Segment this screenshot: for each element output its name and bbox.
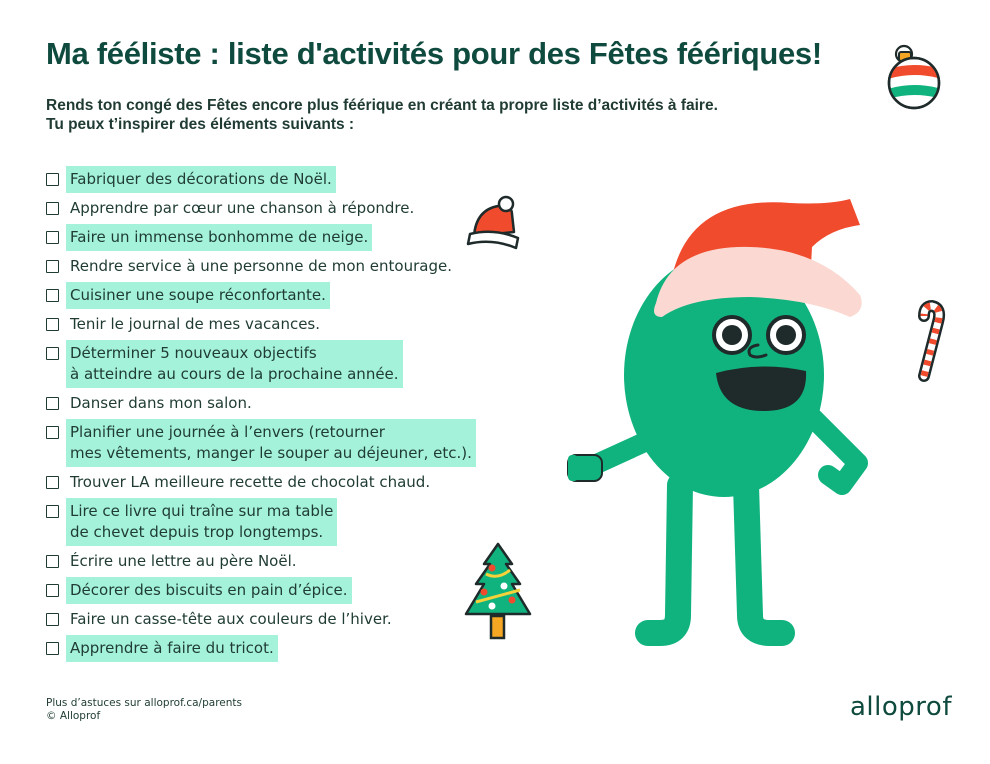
copyright: © Alloprof xyxy=(46,710,101,722)
activity-label xyxy=(66,166,336,193)
activity-label xyxy=(66,253,456,280)
activity-checkbox[interactable] xyxy=(46,289,59,302)
activity-label-line: Rendre service à une personne de mon entourage. xyxy=(70,257,452,275)
activity-label-line: Décorer des biscuits en pain d’épice. xyxy=(70,581,348,599)
footer xyxy=(46,697,242,723)
footer-link-text: Plus d’astuces sur alloprof.ca/parents xyxy=(46,697,242,709)
activity-checkbox[interactable] xyxy=(46,202,59,215)
activity-label-line: Trouver LA meilleure recette de chocolat chaud. xyxy=(70,473,431,491)
activity-label-line: Cuisiner une soupe réconfortante. xyxy=(70,286,326,304)
activity-label xyxy=(66,606,396,633)
intro-line-1: Rends ton congé des Fêtes encore plus féérique en créant ta propre liste d’activités à faire. xyxy=(46,97,718,114)
activity-label xyxy=(66,419,476,467)
santa-hat-icon xyxy=(464,192,526,254)
activity-label-line: Lire ce livre qui traîne sur ma table xyxy=(70,502,334,520)
ornament-icon xyxy=(885,42,945,112)
activity-checkbox[interactable] xyxy=(46,260,59,273)
activity-label-line: Écrire une lettre au père Noël. xyxy=(70,552,297,570)
activity-checkbox[interactable] xyxy=(46,347,59,360)
activity-label xyxy=(66,577,352,604)
intro-text xyxy=(46,96,718,134)
activity-label xyxy=(66,224,372,251)
activity-label-line: Déterminer 5 nouveaux objectifs xyxy=(70,344,317,362)
activity-label-line: de chevet depuis trop longtemps. xyxy=(70,523,324,541)
activity-label xyxy=(66,282,330,309)
intro-line-2: Tu peux t’inspirer des éléments suivants : xyxy=(46,116,355,133)
activity-label xyxy=(66,548,301,575)
activity-label xyxy=(66,390,256,417)
christmas-tree-icon xyxy=(462,540,536,644)
activity-label-line: mes vêtements, manger le souper au déjeuner, etc.). xyxy=(70,444,472,462)
activity-checkbox[interactable] xyxy=(46,397,59,410)
activity-checkbox[interactable] xyxy=(46,642,59,655)
alloprof-logo: alloprof xyxy=(850,692,952,722)
activity-label-line: Apprendre à faire du tricot. xyxy=(70,639,274,657)
activity-label-line: Fabriquer des décorations de Noël. xyxy=(70,170,332,188)
page-title: Ma fééliste : liste d'activités pour des Fêtes féériques! xyxy=(46,36,822,71)
activity-label-line: Planifier une journée à l’envers (retourner xyxy=(70,423,385,441)
activity-label xyxy=(66,311,324,338)
activity-checkbox[interactable] xyxy=(46,555,59,568)
activity-label-line: Apprendre par cœur une chanson à répondre. xyxy=(70,199,415,217)
activity-label xyxy=(66,498,337,546)
activity-label-line: Faire un casse-tête aux couleurs de l’hiver. xyxy=(70,610,392,628)
activity-checkbox[interactable] xyxy=(46,426,59,439)
activity-checkbox[interactable] xyxy=(46,173,59,186)
activity-label-line: à atteindre au cours de la prochaine année. xyxy=(70,365,399,383)
activity-label-line: Danser dans mon salon. xyxy=(70,394,252,412)
activity-checkbox[interactable] xyxy=(46,584,59,597)
activity-checkbox[interactable] xyxy=(46,476,59,489)
activity-label-line: Tenir le journal de mes vacances. xyxy=(70,315,321,333)
activity-label xyxy=(66,469,434,496)
activity-checkbox[interactable] xyxy=(46,505,59,518)
mascot-illustration xyxy=(560,185,920,655)
activity-label xyxy=(66,340,403,388)
activity-checkbox[interactable] xyxy=(46,613,59,626)
activity-label-line: Faire un immense bonhomme de neige. xyxy=(70,228,369,246)
activity-label xyxy=(66,195,418,222)
activity-checkbox[interactable] xyxy=(46,318,59,331)
activity-checkbox[interactable] xyxy=(46,231,59,244)
activity-label xyxy=(66,635,278,662)
